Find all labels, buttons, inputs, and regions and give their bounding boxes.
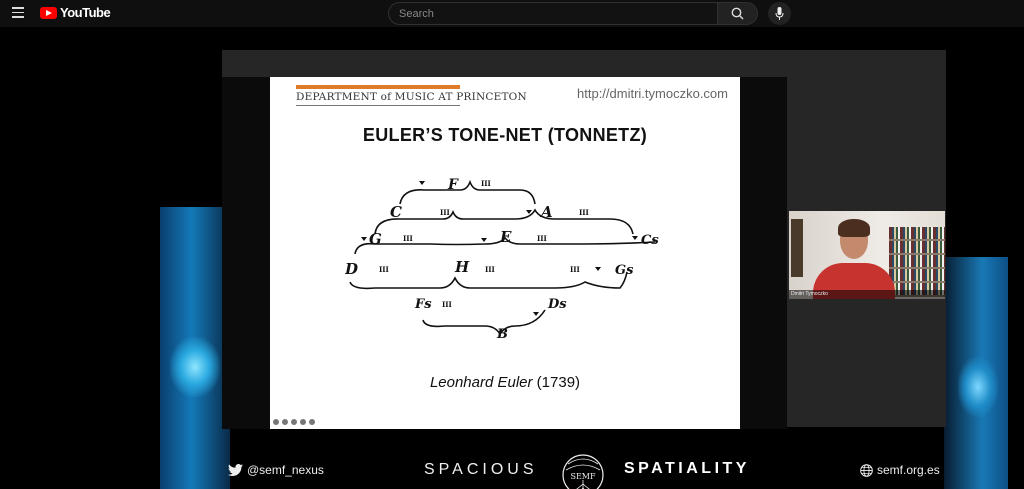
globe-icon xyxy=(860,464,873,477)
attribution-year: (1739) xyxy=(532,374,581,391)
attribution-name: Leonhard Euler xyxy=(429,374,533,391)
lowered-mark xyxy=(481,238,487,242)
website-text: semf.org.es xyxy=(877,463,940,477)
twitter-handle-text: @semf_nexus xyxy=(247,463,324,477)
department-underline xyxy=(296,105,460,106)
twitter-handle xyxy=(228,463,324,477)
slide-control-icon[interactable] xyxy=(282,419,288,425)
interval-mark: III xyxy=(579,208,589,217)
lowered-mark xyxy=(595,267,601,271)
note-Gs: Gs xyxy=(615,263,634,278)
slide-title: EULER’S TONE-NET (TONNETZ) xyxy=(362,125,648,145)
presentation-slide xyxy=(270,77,740,429)
event-banner xyxy=(160,452,1008,489)
speaker-wall-frame xyxy=(791,219,803,277)
search-bar xyxy=(388,2,758,25)
slide-attribution xyxy=(270,374,740,391)
interval-mark: III xyxy=(537,234,547,243)
slide-control-icon[interactable] xyxy=(291,419,297,425)
slide-control-icon[interactable] xyxy=(309,419,315,425)
youtube-play-icon xyxy=(40,7,57,19)
note-Fs: Fs xyxy=(415,297,432,312)
youtube-logo[interactable] xyxy=(40,5,110,20)
tonnetz-diagram xyxy=(345,172,665,342)
slide-controls xyxy=(273,419,315,425)
note-A: A xyxy=(541,203,553,221)
background-glow-left xyxy=(160,207,230,489)
slide-control-icon[interactable] xyxy=(273,419,279,425)
speaker-video xyxy=(789,211,945,299)
lowered-mark xyxy=(419,181,425,185)
interval-mark: III xyxy=(570,265,580,274)
semf-logo-text: SEMF xyxy=(570,472,596,481)
department-accent-bar xyxy=(296,85,460,89)
lowered-mark xyxy=(632,236,638,240)
hamburger-menu-icon[interactable] xyxy=(12,7,24,17)
lowered-mark xyxy=(526,210,532,214)
note-H: H xyxy=(455,258,470,276)
note-Ds: Ds xyxy=(548,297,567,312)
department-name: DEPARTMENT of MUSIC AT PRINCETON xyxy=(296,91,527,103)
brace-row1 xyxy=(400,182,535,204)
note-D: D xyxy=(345,260,359,278)
note-B: B xyxy=(497,327,508,342)
note-F: F xyxy=(448,177,458,193)
speaker-bookshelf xyxy=(889,227,945,297)
interval-mark: III xyxy=(481,179,491,188)
interval-mark: III xyxy=(403,234,413,243)
note-Cs: Cs xyxy=(641,233,659,248)
lowered-mark xyxy=(361,237,367,241)
brace-row5 xyxy=(423,310,545,334)
brand-spatiality: SPATIALITY xyxy=(624,460,750,477)
department-header xyxy=(296,85,527,106)
speaker-nametag: Dmitri Tymoczko xyxy=(789,290,945,299)
video-player[interactable] xyxy=(160,27,1008,489)
interval-mark: III xyxy=(440,208,450,217)
interval-mark: III xyxy=(442,300,452,309)
search-button[interactable] xyxy=(717,3,757,24)
brand-spacious: SPACIOUS xyxy=(424,461,538,478)
youtube-wordmark: YouTube xyxy=(60,5,111,20)
youtube-topbar xyxy=(0,0,1024,27)
slide-control-icon[interactable] xyxy=(300,419,306,425)
note-E: E xyxy=(500,228,512,246)
twitter-bird-icon xyxy=(228,464,243,476)
website-link xyxy=(860,463,940,477)
note-C: C xyxy=(390,203,402,221)
interval-mark: III xyxy=(485,265,495,274)
semf-logo xyxy=(558,454,608,489)
search-icon xyxy=(731,7,744,20)
microphone-icon xyxy=(775,7,784,20)
note-G: G xyxy=(369,230,382,248)
brace-row4 xyxy=(350,272,627,288)
slide-url: http://dmitri.tymoczko.com xyxy=(577,86,728,101)
voice-search-button[interactable] xyxy=(768,2,791,25)
interval-mark: III xyxy=(379,265,389,274)
lowered-mark xyxy=(533,312,539,316)
speaker-hair xyxy=(838,219,870,237)
search-input[interactable] xyxy=(389,3,719,24)
